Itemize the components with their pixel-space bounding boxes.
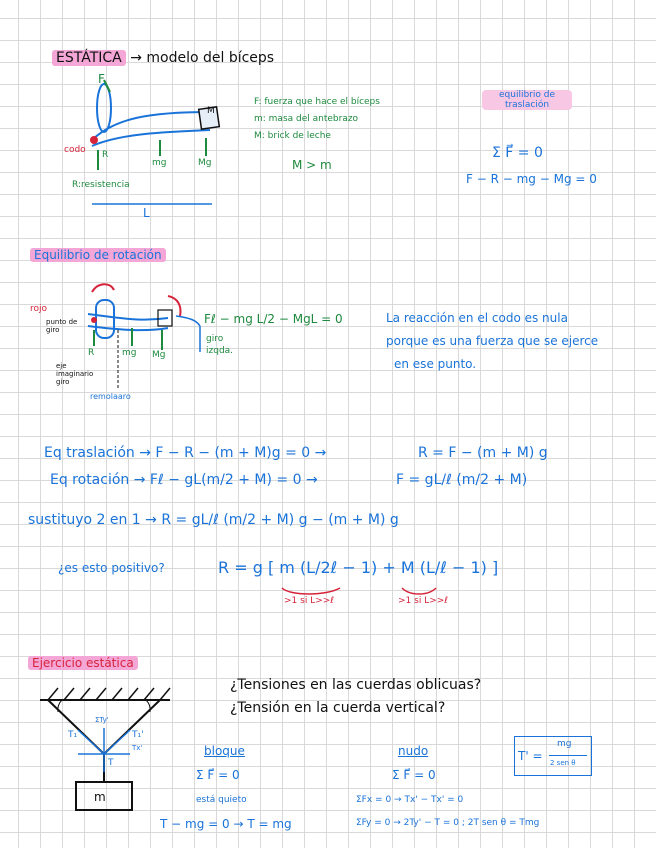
nudo-1: Σ F⃗ = 0 [392,768,436,782]
deriv-line1a: Eq traslación → F − R − (m + M)g = 0 → [44,445,327,461]
deriv-line2a: Eq rotación → Fℓ − gL(m/2 + M) = 0 → [50,472,318,488]
fig2-mg: mg [122,348,137,358]
boxed-lhs: T' = [518,749,543,763]
nudo-title: nudo [398,744,429,758]
bloque-1: Σ F⃗ = 0 [196,768,240,782]
fig2-Mg: Mg [152,350,166,360]
bloque-3: T − mg = 0 → T = mg [160,817,292,831]
under2: >1 si L>>ℓ [398,596,448,606]
fig1-R: R [102,150,109,160]
section4-title-text: Ejercicio estática [28,656,138,670]
fig1-Mg: Mg [198,158,212,168]
nudo-2: ΣFx = 0 → Tx' − Tx' = 0 [356,795,464,805]
section2-title-text: Equilibrio de rotación [30,248,166,262]
fig4-ty: ΣTy' [95,716,109,724]
eq-trans-title: equilibrio de traslación [482,90,572,110]
legend-m: m: masa del antebrazo [254,114,359,124]
title-highlight: ESTÁTICA [52,50,126,66]
question2: ¿Tensión en la cuerda vertical? [230,700,446,716]
eq-rotation: Fℓ − mg L/2 − MgL = 0 [204,312,343,326]
fig2-remolaaro: remolaaro [90,392,131,401]
boxed-num: mg [557,739,572,749]
title-rest: modelo del bíceps [146,50,275,66]
tension-result-box [514,736,592,776]
legend-M: M: brick de leche [254,131,331,141]
question1: ¿Tensiones en las cuerdas oblicuas? [230,677,482,693]
fig4-T1: T₁ [68,730,78,740]
fig4-T1p: T₁' [132,730,144,740]
fig2-punto: punto de giro [46,318,78,334]
bloque-title: bloque [204,744,245,758]
legend-F: F: fuerza que hace el bíceps [254,97,380,107]
giro-label: giro [206,334,224,344]
deriv-question: ¿es esto positivo? [58,561,165,575]
fig1-L: L [143,206,150,220]
fig4-tx: Tx' [132,744,143,752]
fig2-R: R [88,348,95,358]
M-gt-m: M > m [292,158,332,172]
reaccion-line1: La reacción en el codo es nula [386,311,568,325]
eq-trans-1: Σ F⃗ = 0 [492,145,543,161]
fig2-eje: eje imaginario giro [56,362,94,386]
fig4-T: T [108,758,114,768]
deriv-line4: R = g [ m (L/2ℓ − 1) + M (L/ℓ − 1) ] [218,558,499,577]
reaccion-line3: en ese punto. [394,357,477,371]
eq-trans-2: F − R − mg − Mg = 0 [466,172,597,186]
title-arrow: → [130,50,142,66]
fig4-m: m [94,790,106,804]
fig1-mg: mg [152,158,167,168]
boxed-fraction-line [549,755,587,756]
deriv-line3: sustituyo 2 en 1 → R = gL/ℓ (m/2 + M) g − (m + M) g [28,512,399,528]
reaccion-line2: porque es una fuerza que se ejerce [386,334,599,348]
deriv-line2b: F = gL/ℓ (m/2 + M) [396,472,528,488]
fig1-M: M [207,106,215,116]
izqda-label: izqda. [206,346,234,356]
nudo-3: ΣFy = 0 → 2Ty' − T = 0 ; 2T sen θ = Tmg [356,818,540,828]
fig1-F: F [98,72,105,86]
boxed-den: 2 sen θ [550,759,576,767]
under1: >1 si L>>ℓ [284,596,334,606]
bloque-2: está quieto [196,795,247,805]
deriv-line1b: R = F − (m + M) g [418,445,548,461]
fig2-rojo: rojo [30,304,48,314]
fig1-R-label: R:resistencia [72,180,130,190]
fig1-codo: codo [64,145,86,155]
